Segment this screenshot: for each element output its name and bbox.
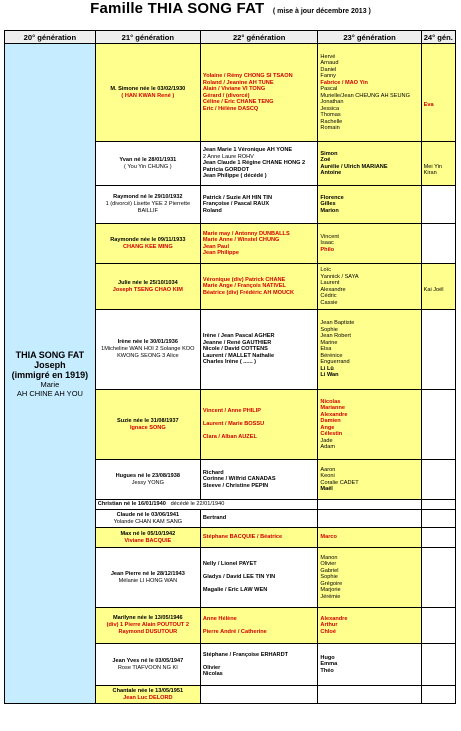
gen22-row-9: Bertrand — [200, 510, 318, 528]
header-g21: 21° génération — [95, 31, 200, 44]
gen23-row-8 — [318, 500, 421, 510]
gen22-row-7: Richard Corinne / Wilfrid CANADAS Steeve / Christine PEPIN — [200, 460, 318, 500]
gen23-row-0: Hervé Arnaud Daniel Fanny Fabrice / MAO Yin Pascal Murielle/Jean CHEUNG AH SEUNG Jonathan Jessica Thomas Rachelle Romain — [318, 44, 421, 142]
header-g20: 20° génération — [5, 31, 96, 44]
gen22-row-13: Stéphane / Françoise ERHARDT Olivier Nicolas — [200, 644, 318, 686]
gen21-row-10: Max né le 05/10/1942 Viviane BACQUIE — [95, 528, 200, 548]
gen23-row-1: Simon Zoé Aurélie / Ulrich MARIANE Antoine — [318, 142, 421, 186]
gen23-row-5: Jean Baptiste Sophie Jean Robert Marine Elsa Bérénice Enguerrand Li Lû Li Wan — [318, 310, 421, 390]
gen23-row-4: Loïc Yannick / SAYA Laurent Alexandre Cédric Cassie — [318, 264, 421, 310]
gen20-cell — [5, 44, 96, 704]
gen23-row-2: Florence Gilles Marion — [318, 186, 421, 224]
gen21-row-3: Raymonde née le 09/11/1933 CHANG KEE MING — [95, 224, 200, 264]
gen21-row-11: Jean Pierre né le 28/12/1943 Mélanie LI HONG WAN — [95, 548, 200, 608]
gen24-row-5 — [421, 310, 455, 390]
gen21-row-12: Marilyne née le 13/05/1946 (div) 1 Pierre Alain POUTOUT 2 Raymond DUSUTOUR — [95, 608, 200, 644]
gen24-row-6 — [421, 390, 455, 460]
gen20-line1: THIA SONG FAT — [15, 349, 85, 360]
title-sub: ( mise à jour décembre 2013 ) — [272, 8, 371, 15]
gen23-row-6: Nicolas Marianne Alexandre Damien Ange Célestin Jade Adam — [318, 390, 421, 460]
gen20-line4: Marie — [40, 379, 60, 389]
header-g23: 23° génération — [318, 31, 421, 44]
gen24-row-9 — [421, 510, 455, 528]
gen24-row-11 — [421, 548, 455, 608]
gen21-row-14: Chantale née le 13/05/1951 Jean Luc DELORD — [95, 686, 200, 704]
gen24-row-2 — [421, 186, 455, 224]
gen21-row-6: Suzie née le 31/08/1937 Ignace SONG — [95, 390, 200, 460]
gen24-row-3 — [421, 224, 455, 264]
gen21-row-7: Hugues né le 23/08/1938 Jessy YONG — [95, 460, 200, 500]
gen22-row-10: Stéphane BACQUIE / Béatrice — [200, 528, 318, 548]
gen21-row-2: Raymond né le 29/10/1932 1 (divorcé) Lisette YEE 2 Pierrette BAILLIF — [95, 186, 200, 224]
title-main: Famille THIA SONG FAT — [90, 0, 265, 17]
gen23-row-13: Hugo Emma Théo — [318, 644, 421, 686]
gen24-row-12 — [421, 608, 455, 644]
gen24-row-0: Eva — [421, 44, 455, 142]
gen20-line2: Joseph — [34, 359, 66, 370]
gen22-row-5: Irène / Jean Pascal AGHER Jeanne / René GAUTHIER Nicole / David COTTENS Laurent / MALLET Nathalie Charles Irène ( ...... ) — [200, 310, 318, 390]
gen21-row-5: Irène née le 30/01/1936 1Micheline WAN HOI 2 Solange KOO KWONG SEONG 3 Alice — [95, 310, 200, 390]
gen22-row-14 — [200, 686, 318, 704]
page-title — [0, 0, 461, 22]
gen23-row-3: Vincent Isaac Philo — [318, 224, 421, 264]
gen22-row-1: Jean Marie 1 Véronique AH YONE 2 Anne Laure ROHV Jean Claude 1 Régine CHANE HONG 2 Patricia GORDOT Jean Philippe ( décédé ) — [200, 142, 318, 186]
gen23-row-9 — [318, 510, 421, 528]
gen23-row-12: Alexandre Arthur Chloé — [318, 608, 421, 644]
gen21-row-1: Yvan né le 28/01/1931 ( You Yin CHUNG ) — [95, 142, 200, 186]
genealogy-table — [4, 30, 456, 704]
gen24-row-13 — [421, 644, 455, 686]
gen24-row-14 — [421, 686, 455, 704]
gen22-row-12: Anne Hélène Pierre André / Catherine — [200, 608, 318, 644]
gen23-row-11: Manon Olivier Gabriel Sophie Grégoire Marjorie Jérémie — [318, 548, 421, 608]
gen22-row-6: Vincent / Anne PHILIP Laurent / Marie BOSSU Clara / Alban AUZEL — [200, 390, 318, 460]
gen24-row-10 — [421, 528, 455, 548]
gen22-row-0: Yolaine / Rémy CHONG SI TSAON Roland / Jeanine AH TUNE Alain / Viviane VI TONG Gérard / (divorcé) Céline / Eric CHANE TENG Eric / Hélène DASCQ — [200, 44, 318, 142]
gen21-row-4: Julie née le 25/10/1034 Joseph TSENG CHAO KIM — [95, 264, 200, 310]
gen23-row-7: Aaron Keoni Coralie CADET Maël — [318, 460, 421, 500]
gen24-row-8 — [421, 500, 455, 510]
gen22-row-3: Marie may / Antonny DUNBALLS Marie Anne / Winstel CHUNG Jean Paul Jean Philippe — [200, 224, 318, 264]
gen21-row-13: Jean Yves né le 03/05/1947 Rose TIAFVOON NG KI — [95, 644, 200, 686]
gen23-row-14 — [318, 686, 421, 704]
gen24-row-1: Mei Yin Kiran — [421, 142, 455, 186]
header-g24: 24° gén. — [421, 31, 455, 44]
gen22-row-4: Véronique (div) Patrick CHANE Marie Ange / François NATIVEL Béatrice (div) Frédéric AH MOUCK — [200, 264, 318, 310]
gen21-row-8: Christian né le 16/01/1940 décédé le 22/01/1940 — [95, 500, 318, 510]
gen24-row-4: Kai Joël — [421, 264, 455, 310]
gen21-row-0: M. Simone née le 03/02/1930 ( HAN KWAN René ) — [95, 44, 200, 142]
gen24-row-7 — [421, 460, 455, 500]
gen20-line5: AH CHINE AH YOU — [16, 388, 83, 398]
gen23-row-10: Marco — [318, 528, 421, 548]
gen22-row-11: Nelly / Lionel PAYET Gladys / David LEE TIN YIN Magalie / Eric LAW WEN — [200, 548, 318, 608]
gen22-row-2: Patrick / Suzie AH HIN TIN Françoise / Pascal RAUX Roland — [200, 186, 318, 224]
gen21-row-9: Claude né le 03/06/1941 Yolande CHAN KAM SANG — [95, 510, 200, 528]
header-g22: 22° génération — [200, 31, 318, 44]
gen20-line3: (immigré en 1919) — [11, 369, 89, 380]
